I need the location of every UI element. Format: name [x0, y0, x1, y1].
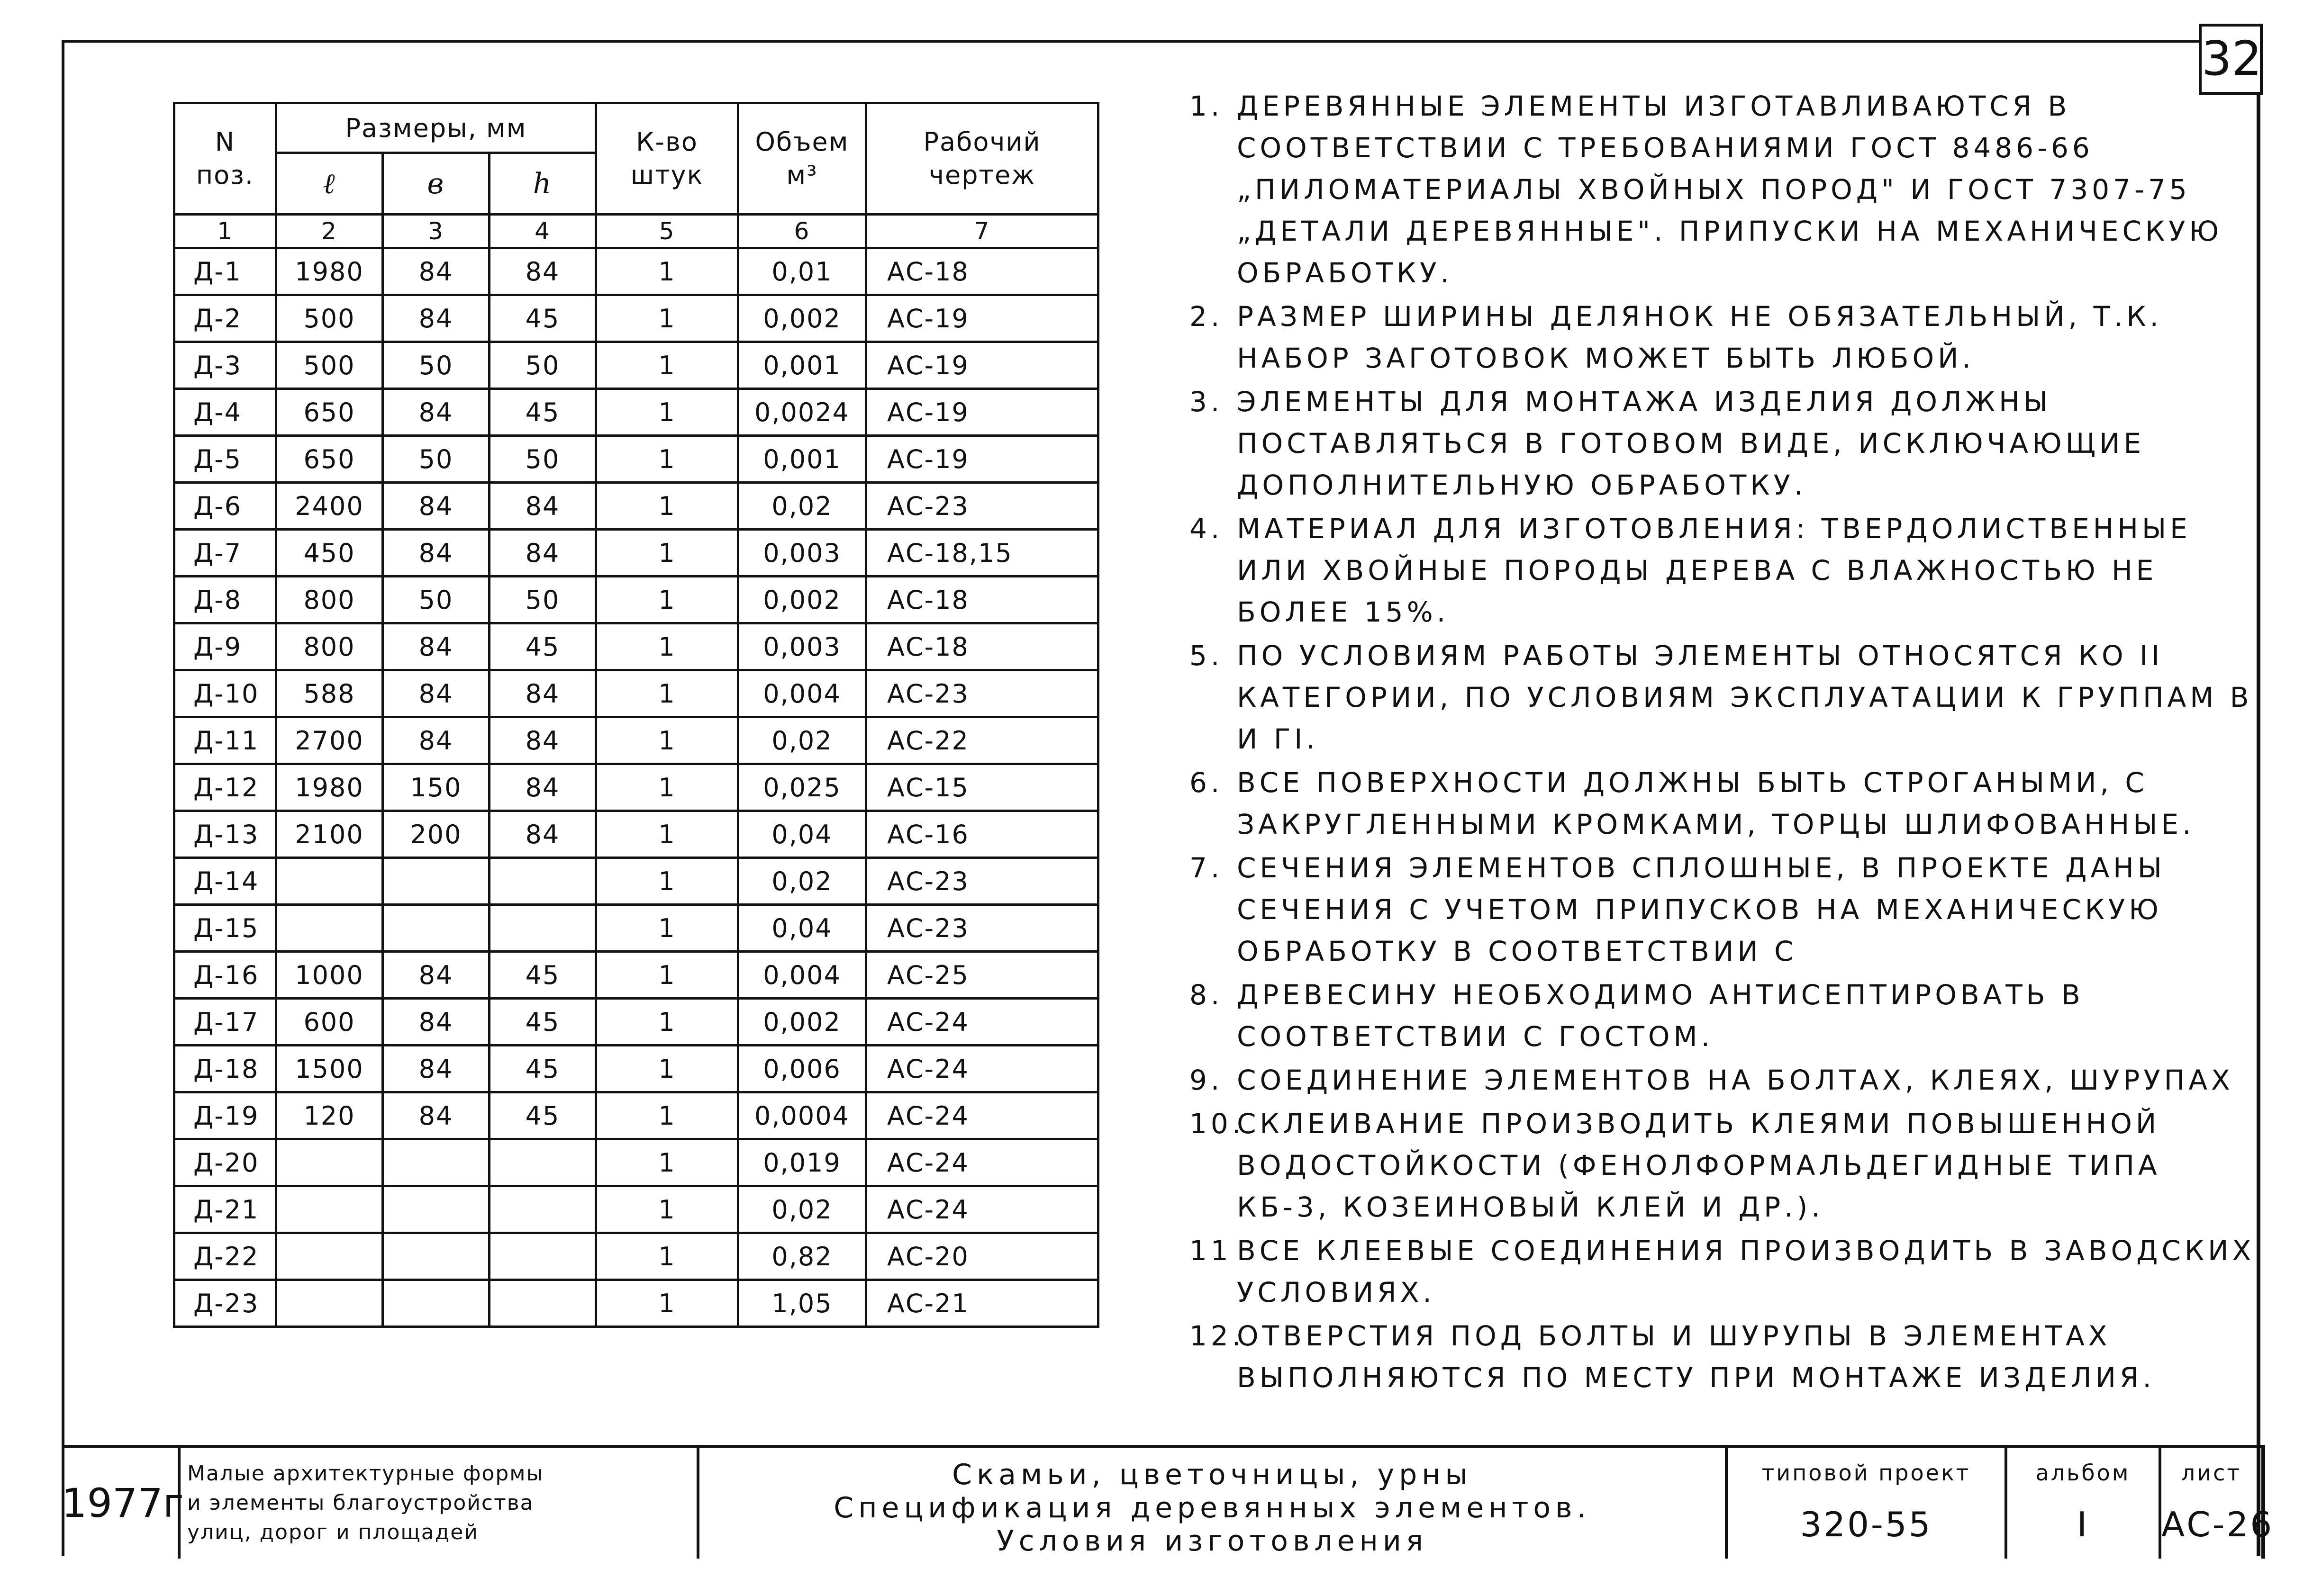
- cell-drawing: АС-25: [866, 952, 1098, 999]
- cell-length: 1980: [276, 764, 383, 811]
- table-row: [174, 952, 1098, 999]
- cell-position: Д-19: [174, 1092, 276, 1139]
- cell-height: 84: [490, 483, 596, 530]
- column-number: 7: [866, 215, 1098, 248]
- cell-position: Д-18: [174, 1046, 276, 1092]
- table-row: [174, 717, 1098, 764]
- note-text: ЭЛЕМЕНТЫ ДЛЯ МОНТАЖА ИЗДЕЛИЯ ДОЛЖНЫ ПОСТАВЛЯТЬСЯ В ГОТОВОМ ВИДЕ, ИСКЛЮЧАЮЩИЕ ДОПОЛНИТЕЛЬНУЮ ОБРАБОТКУ.: [1237, 386, 2145, 501]
- table-row: [174, 811, 1098, 858]
- note-number: 7.: [1189, 852, 1224, 884]
- column-number: 4: [490, 215, 596, 248]
- note-number: 6.: [1189, 766, 1224, 799]
- cell-position: Д-9: [174, 623, 276, 670]
- cell-quantity: 1: [596, 248, 738, 295]
- cell-quantity: 1: [596, 717, 738, 764]
- cell-drawing: АС-22: [866, 717, 1098, 764]
- cell-quantity: 1: [596, 530, 738, 577]
- cell-volume: 0,0024: [738, 389, 866, 436]
- note-number: 8.: [1189, 979, 1224, 1011]
- cell-height: 45: [490, 295, 596, 342]
- cell-drawing: АС-24: [866, 1092, 1098, 1139]
- cell-height: [490, 1186, 596, 1233]
- cell-volume: 0,04: [738, 905, 866, 952]
- cell-height: 84: [490, 764, 596, 811]
- header-dimensions: Размеры, мм: [276, 103, 596, 153]
- column-number: 3: [383, 215, 490, 248]
- cell-height: 45: [490, 1092, 596, 1139]
- cell-volume: 0,82: [738, 1233, 866, 1280]
- cell-position: Д-2: [174, 295, 276, 342]
- cell-length: 800: [276, 623, 383, 670]
- title-block-organization: Малые архитектурные формы и элементы благоустройства улиц, дорог и площадей: [178, 1448, 697, 1559]
- cell-height: 84: [490, 248, 596, 295]
- cell-volume: 0,0004: [738, 1092, 866, 1139]
- title-block-title: Скамьи, цветочницы, урны Спецификация деревянных элементов. Условия изготовления: [697, 1448, 1725, 1559]
- cell-height: [490, 905, 596, 952]
- cell-quantity: 1: [596, 342, 738, 389]
- table-row: [174, 248, 1098, 295]
- cell-drawing: АС-19: [866, 389, 1098, 436]
- title-block: [62, 1445, 2274, 1559]
- cell-width: 84: [383, 1046, 490, 1092]
- note-item: [1175, 1315, 2260, 1398]
- note-item: [1175, 296, 2260, 379]
- header-width: в: [383, 153, 490, 215]
- note-item: [1175, 1230, 2260, 1313]
- note-text: СОЕДИНЕНИЕ ЭЛЕМЕНТОВ НА БОЛТАХ, КЛЕЯХ, ШУРУПАХ: [1237, 1064, 2234, 1096]
- cell-position: Д-13: [174, 811, 276, 858]
- cell-drawing: АС-16: [866, 811, 1098, 858]
- cell-length: 600: [276, 999, 383, 1046]
- cell-drawing: АС-21: [866, 1280, 1098, 1327]
- title-block-year: 1977г: [62, 1480, 184, 1526]
- cell-drawing: АС-18,15: [866, 530, 1098, 577]
- cell-volume: 0,01: [738, 248, 866, 295]
- column-number: 1: [174, 215, 276, 248]
- cell-length: 500: [276, 295, 383, 342]
- cell-height: [490, 858, 596, 905]
- cell-width: 84: [383, 1092, 490, 1139]
- cell-length: 2400: [276, 483, 383, 530]
- table-row: [174, 436, 1098, 483]
- cell-position: Д-6: [174, 483, 276, 530]
- cell-volume: 0,02: [738, 483, 866, 530]
- cell-position: Д-14: [174, 858, 276, 905]
- header-drawing: Рабочий чертеж: [866, 103, 1098, 215]
- note-number: 3.: [1189, 386, 1224, 418]
- note-number: 9.: [1189, 1064, 1224, 1096]
- cell-quantity: 1: [596, 577, 738, 623]
- cell-volume: 0,001: [738, 436, 866, 483]
- table-row: [174, 999, 1098, 1046]
- cell-width: [383, 1186, 490, 1233]
- cell-volume: 0,002: [738, 999, 866, 1046]
- title-block-album: альбом I: [2005, 1448, 2159, 1559]
- note-text: ОТВЕРСТИЯ ПОД БОЛТЫ И ШУРУПЫ В ЭЛЕМЕНТАХ ВЫПОЛНЯЮТСЯ ПО МЕСТУ ПРИ МОНТАЖЕ ИЗДЕЛИЯ.: [1237, 1320, 2155, 1394]
- note-text: ДРЕВЕСИНУ НЕОБХОДИМО АНТИСЕПТИРОВАТЬ В СООТВЕТСТВИИ С ГОСТОМ.: [1237, 979, 2084, 1053]
- cell-width: 84: [383, 999, 490, 1046]
- cell-length: 120: [276, 1092, 383, 1139]
- cell-volume: 0,02: [738, 717, 866, 764]
- cell-volume: 0,019: [738, 1139, 866, 1186]
- cell-quantity: 1: [596, 1233, 738, 1280]
- cell-drawing: АС-23: [866, 858, 1098, 905]
- cell-height: 45: [490, 389, 596, 436]
- cell-drawing: АС-19: [866, 295, 1098, 342]
- cell-position: Д-10: [174, 670, 276, 717]
- cell-height: 84: [490, 530, 596, 577]
- cell-drawing: АС-19: [866, 436, 1098, 483]
- note-item: [1175, 85, 2260, 294]
- cell-length: 450: [276, 530, 383, 577]
- cell-drawing: АС-24: [866, 1046, 1098, 1092]
- cell-width: 50: [383, 342, 490, 389]
- cell-quantity: 1: [596, 1139, 738, 1186]
- table-row: [174, 905, 1098, 952]
- note-text: МАТЕРИАЛ ДЛЯ ИЗГОТОВЛЕНИЯ: ТВЕРДОЛИСТВЕННЫЕ ИЛИ ХВОЙНЫЕ ПОРОДЫ ДЕРЕВА С ВЛАЖНОСТЬЮ НЕ БОЛЕЕ 15%.: [1237, 513, 2191, 628]
- cell-height: [490, 1139, 596, 1186]
- cell-length: [276, 1280, 383, 1327]
- note-item: [1175, 1059, 2260, 1101]
- note-item: [1175, 508, 2260, 633]
- cell-width: 150: [383, 764, 490, 811]
- cell-length: [276, 1233, 383, 1280]
- cell-height: 84: [490, 670, 596, 717]
- cell-drawing: АС-19: [866, 342, 1098, 389]
- cell-volume: 0,003: [738, 623, 866, 670]
- note-text: ДЕРЕВЯННЫЕ ЭЛЕМЕНТЫ ИЗГОТАВЛИВАЮТСЯ В СООТВЕТСТВИИ С ТРЕБОВАНИЯМИ ГОСТ 8486-66 „ПИЛОМАТЕРИАЛЫ ХВОЙНЫХ ПОРОД" И ГОСТ 7307-75 „ДЕТАЛИ ДЕРЕВЯННЫЕ". ПРИПУСКИ НА МЕХАНИЧЕСКУЮ ОБРАБОТКУ.: [1237, 90, 2223, 289]
- cell-height: 50: [490, 342, 596, 389]
- cell-position: Д-17: [174, 999, 276, 1046]
- cell-quantity: 1: [596, 858, 738, 905]
- cell-quantity: 1: [596, 1280, 738, 1327]
- cell-volume: 0,02: [738, 1186, 866, 1233]
- cell-position: Д-8: [174, 577, 276, 623]
- title-block-sheet: лист АС-26: [2159, 1448, 2265, 1559]
- cell-volume: 0,04: [738, 811, 866, 858]
- column-number: 2: [276, 215, 383, 248]
- table-row: [174, 858, 1098, 905]
- cell-height: 50: [490, 436, 596, 483]
- cell-drawing: АС-24: [866, 1186, 1098, 1233]
- cell-height: 84: [490, 811, 596, 858]
- cell-height: 45: [490, 999, 596, 1046]
- cell-position: Д-1: [174, 248, 276, 295]
- cell-drawing: АС-23: [866, 483, 1098, 530]
- table-row: [174, 623, 1098, 670]
- cell-quantity: 1: [596, 1092, 738, 1139]
- note-number: 10.: [1189, 1108, 1245, 1140]
- note-item: [1175, 381, 2260, 506]
- table-row: [174, 1092, 1098, 1139]
- page-number: 32: [2199, 24, 2263, 95]
- table-row: [174, 1186, 1098, 1233]
- header-height: h: [490, 153, 596, 215]
- cell-length: 588: [276, 670, 383, 717]
- note-text: РАЗМЕР ШИРИНЫ ДЕЛЯНОК НЕ ОБЯЗАТЕЛЬНЫЙ, Т.К. НАБОР ЗАГОТОВОК МОЖЕТ БЫТЬ ЛЮБОЙ.: [1237, 300, 2162, 374]
- cell-width: 84: [383, 248, 490, 295]
- note-number: 1.: [1189, 90, 1224, 122]
- cell-width: 84: [383, 389, 490, 436]
- cell-volume: 1,05: [738, 1280, 866, 1327]
- cell-length: [276, 858, 383, 905]
- cell-width: 84: [383, 530, 490, 577]
- cell-length: 500: [276, 342, 383, 389]
- cell-height: 45: [490, 623, 596, 670]
- cell-length: 650: [276, 389, 383, 436]
- cell-position: Д-4: [174, 389, 276, 436]
- cell-drawing: АС-18: [866, 248, 1098, 295]
- notes-list: [1175, 85, 2260, 1400]
- note-number: 5.: [1189, 640, 1224, 672]
- table-row: [174, 1280, 1098, 1327]
- cell-drawing: АС-15: [866, 764, 1098, 811]
- cell-width: 200: [383, 811, 490, 858]
- cell-length: [276, 1186, 383, 1233]
- table-row: [174, 389, 1098, 436]
- cell-width: 50: [383, 577, 490, 623]
- table-row: [174, 577, 1098, 623]
- column-number: 6: [738, 215, 866, 248]
- cell-quantity: 1: [596, 389, 738, 436]
- cell-position: Д-15: [174, 905, 276, 952]
- cell-length: 1000: [276, 952, 383, 999]
- cell-height: 45: [490, 952, 596, 999]
- cell-quantity: 1: [596, 811, 738, 858]
- cell-height: 45: [490, 1046, 596, 1092]
- cell-position: Д-22: [174, 1233, 276, 1280]
- table-row: [174, 1046, 1098, 1092]
- cell-position: Д-16: [174, 952, 276, 999]
- table-row: [174, 670, 1098, 717]
- note-number: 4.: [1189, 513, 1224, 545]
- note-item: [1175, 1103, 2260, 1228]
- cell-volume: 0,004: [738, 952, 866, 999]
- cell-quantity: 1: [596, 905, 738, 952]
- cell-volume: 0,001: [738, 342, 866, 389]
- table-row: [174, 295, 1098, 342]
- cell-width: 84: [383, 952, 490, 999]
- cell-position: Д-20: [174, 1139, 276, 1186]
- note-text: СКЛЕИВАНИЕ ПРОИЗВОДИТЬ КЛЕЯМИ ПОВЫШЕННОЙ ВОДОСТОЙКОСТИ (ФЕНОЛФОРМАЛЬДЕГИДНЫЕ ТИПА КБ-3, КОЗЕИНОВЫЙ КЛЕЙ И ДР.).: [1237, 1108, 2161, 1223]
- title-block-project: типовой проект 320-55: [1725, 1448, 2005, 1559]
- cell-length: [276, 1139, 383, 1186]
- table-row: [174, 1139, 1098, 1186]
- table-row: [174, 1233, 1098, 1280]
- cell-width: [383, 1139, 490, 1186]
- cell-drawing: АС-18: [866, 577, 1098, 623]
- cell-width: 84: [383, 670, 490, 717]
- column-number: 5: [596, 215, 738, 248]
- cell-width: [383, 905, 490, 952]
- note-item: [1175, 847, 2260, 972]
- cell-drawing: АС-24: [866, 999, 1098, 1046]
- header-volume: Объем м³: [738, 103, 866, 215]
- cell-drawing: АС-23: [866, 905, 1098, 952]
- cell-length: 650: [276, 436, 383, 483]
- note-text: СЕЧЕНИЯ ЭЛЕМЕНТОВ СПЛОШНЫЕ, В ПРОЕКТЕ ДАНЫ СЕЧЕНИЯ С УЧЕТОМ ПРИПУСКОВ НА МЕХАНИЧЕСКУЮ ОБРАБОТКУ В СООТВЕТСТВИИ С: [1237, 852, 2166, 967]
- cell-volume: 0,002: [738, 577, 866, 623]
- cell-position: Д-21: [174, 1186, 276, 1233]
- cell-length: 1980: [276, 248, 383, 295]
- cell-volume: 0,025: [738, 764, 866, 811]
- cell-volume: 0,02: [738, 858, 866, 905]
- cell-width: [383, 1280, 490, 1327]
- table-row: [174, 530, 1098, 577]
- cell-height: 84: [490, 717, 596, 764]
- cell-position: Д-7: [174, 530, 276, 577]
- note-number: 2.: [1189, 300, 1224, 333]
- cell-quantity: 1: [596, 483, 738, 530]
- cell-drawing: АС-23: [866, 670, 1098, 717]
- cell-height: 50: [490, 577, 596, 623]
- header-length: ℓ: [276, 153, 383, 215]
- cell-height: [490, 1280, 596, 1327]
- header-qty: К-во штук: [596, 103, 738, 215]
- cell-quantity: 1: [596, 764, 738, 811]
- cell-width: [383, 1233, 490, 1280]
- note-text: ПО УСЛОВИЯМ РАБОТЫ ЭЛЕМЕНТЫ ОТНОСЯТСЯ КО II КАТЕГОРИИ, ПО УСЛОВИЯМ ЭКСПЛУАТАЦИИ К ГРУППАМ В И ГI.: [1237, 640, 2253, 755]
- note-item: [1175, 974, 2260, 1057]
- cell-width: [383, 858, 490, 905]
- cell-position: Д-11: [174, 717, 276, 764]
- cell-drawing: АС-18: [866, 623, 1098, 670]
- note-item: [1175, 635, 2260, 760]
- cell-position: Д-23: [174, 1280, 276, 1327]
- cell-position: Д-5: [174, 436, 276, 483]
- note-number: 11: [1189, 1235, 1232, 1267]
- specification-table: [173, 102, 1099, 1328]
- cell-quantity: 1: [596, 295, 738, 342]
- cell-volume: 0,002: [738, 295, 866, 342]
- cell-quantity: 1: [596, 670, 738, 717]
- cell-quantity: 1: [596, 952, 738, 999]
- note-number: 12.: [1189, 1320, 1245, 1352]
- cell-length: 1500: [276, 1046, 383, 1092]
- table-row: [174, 764, 1098, 811]
- note-text: ВСЕ ПОВЕРХНОСТИ ДОЛЖНЫ БЫТЬ СТРОГАНЫМИ, С ЗАКРУГЛЕННЫМИ КРОМКАМИ, ТОРЦЫ ШЛИФОВАННЫЕ.: [1237, 766, 2195, 840]
- table-row: [174, 483, 1098, 530]
- cell-volume: 0,006: [738, 1046, 866, 1092]
- note-text: ВСЕ КЛЕЕВЫЕ СОЕДИНЕНИЯ ПРОИЗВОДИТЬ В ЗАВОДСКИХ УСЛОВИЯХ.: [1237, 1235, 2255, 1308]
- cell-volume: 0,004: [738, 670, 866, 717]
- header-pos: N поз.: [174, 103, 276, 215]
- cell-position: Д-3: [174, 342, 276, 389]
- cell-width: 84: [383, 623, 490, 670]
- cell-length: [276, 905, 383, 952]
- table-row: [174, 342, 1098, 389]
- cell-drawing: АС-24: [866, 1139, 1098, 1186]
- cell-quantity: 1: [596, 999, 738, 1046]
- cell-quantity: 1: [596, 623, 738, 670]
- cell-position: Д-12: [174, 764, 276, 811]
- cell-width: 84: [383, 717, 490, 764]
- cell-length: 2100: [276, 811, 383, 858]
- note-item: [1175, 762, 2260, 845]
- cell-width: 50: [383, 436, 490, 483]
- cell-quantity: 1: [596, 436, 738, 483]
- cell-length: 2700: [276, 717, 383, 764]
- cell-quantity: 1: [596, 1046, 738, 1092]
- cell-volume: 0,003: [738, 530, 866, 577]
- cell-width: 84: [383, 483, 490, 530]
- cell-quantity: 1: [596, 1186, 738, 1233]
- cell-width: 84: [383, 295, 490, 342]
- cell-drawing: АС-20: [866, 1233, 1098, 1280]
- cell-height: [490, 1233, 596, 1280]
- cell-length: 800: [276, 577, 383, 623]
